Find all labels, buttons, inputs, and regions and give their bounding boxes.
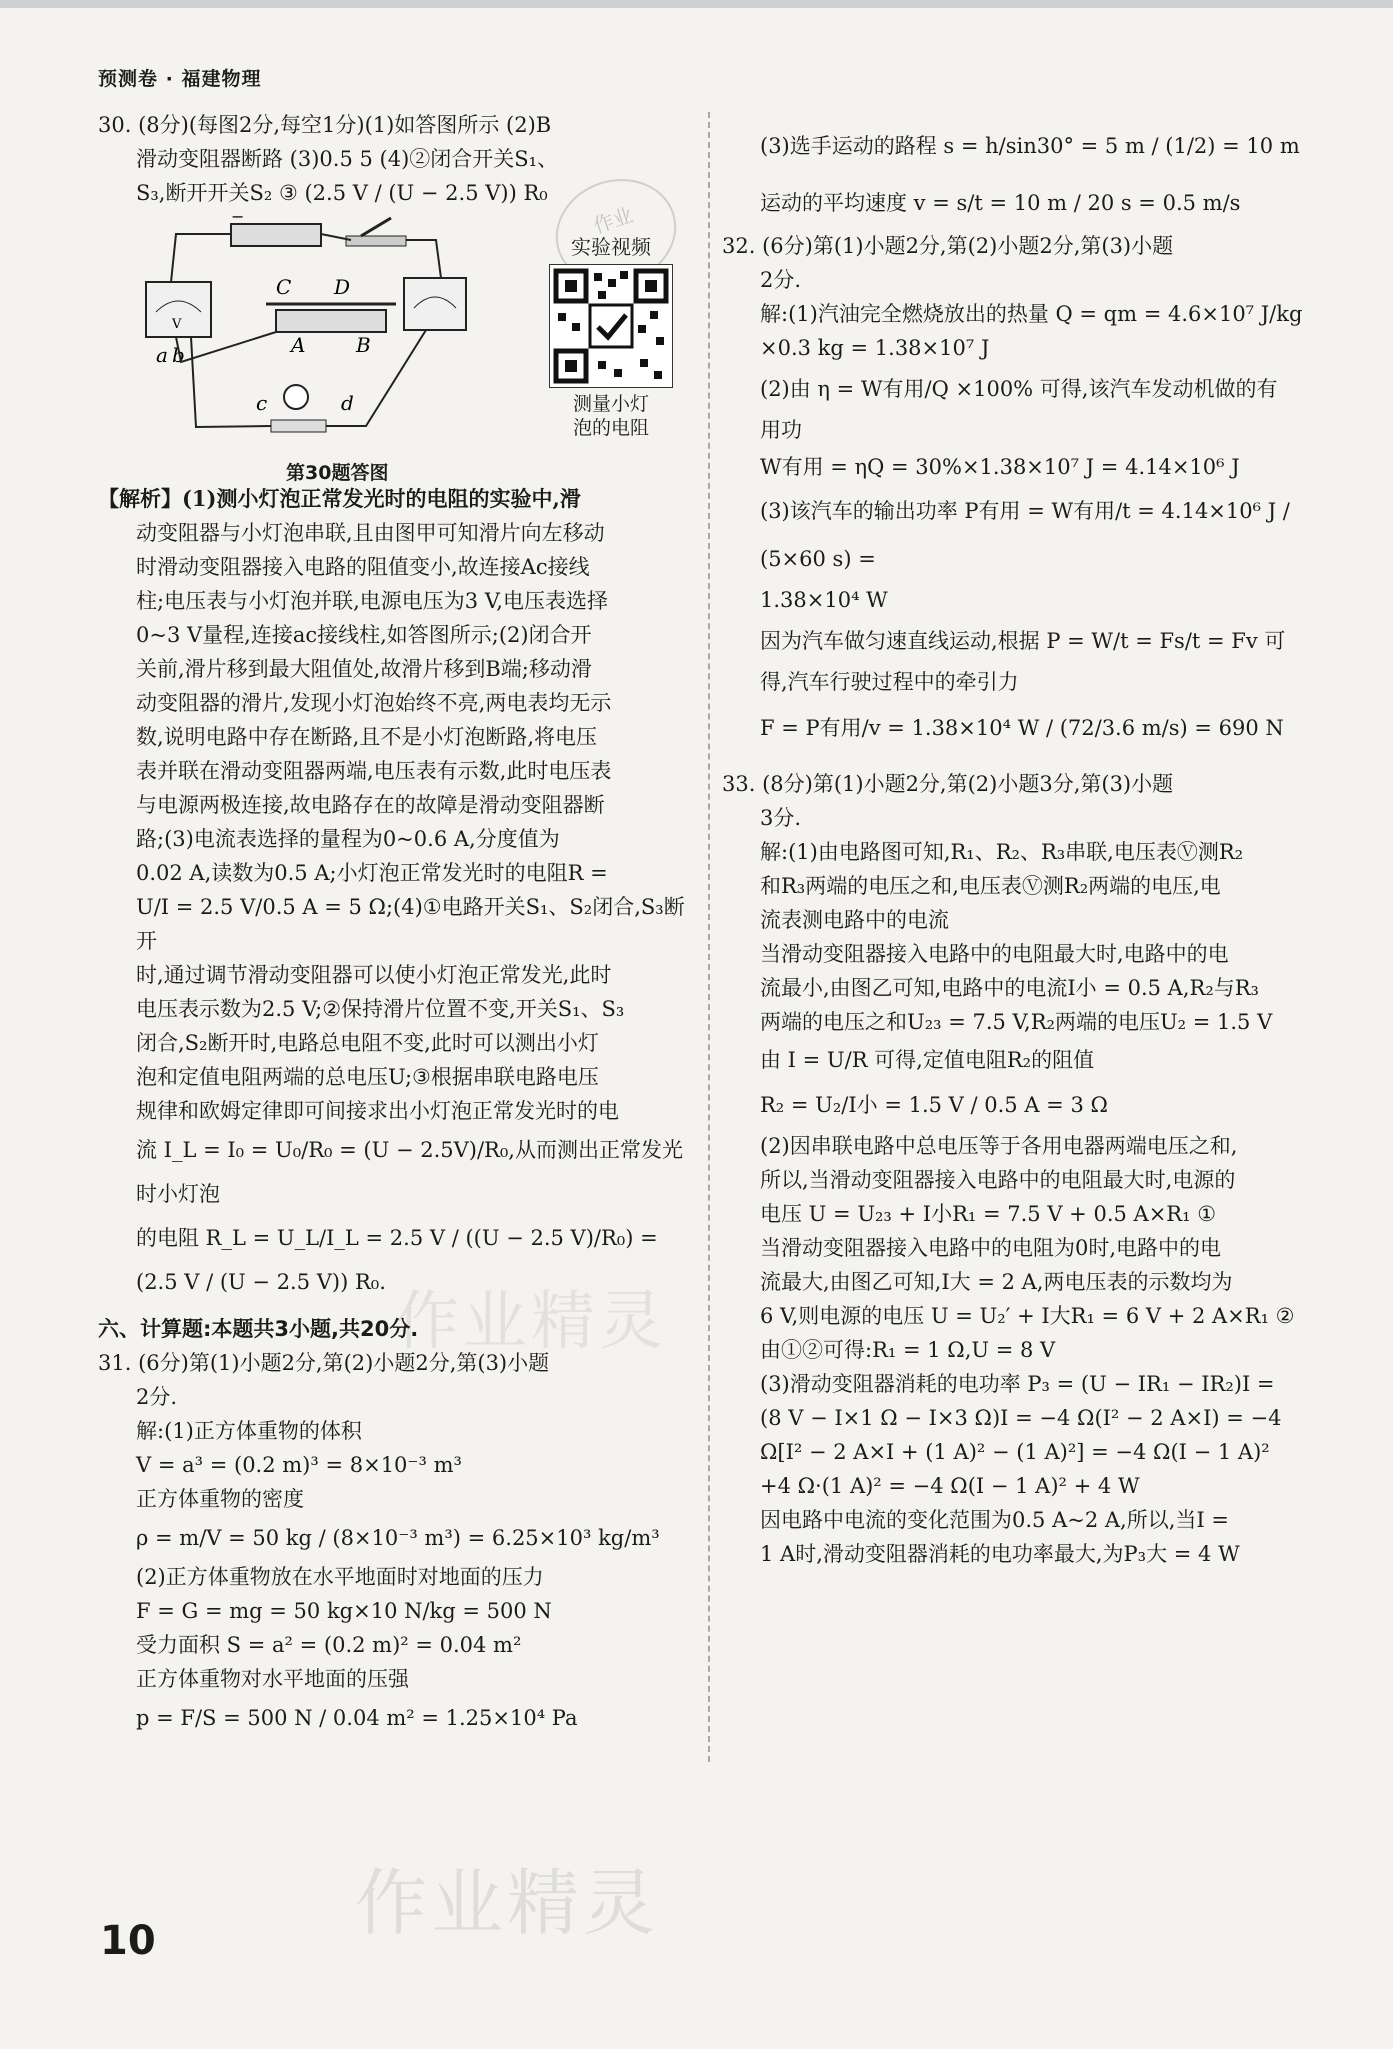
q33-line: 两端的电压之和U₂₃ = 7.5 V,R₂两端的电压U₂ = 1.5 V	[760, 1010, 1273, 1034]
analysis-line: 动变阻器与小灯泡串联,且由图甲可知滑片向左移动	[136, 521, 605, 545]
q33-line: 和R₃两端的电压之和,电压表Ⓥ测R₂两端的电压,电	[760, 874, 1221, 898]
q33-head2: 3分.	[760, 806, 802, 830]
analysis-line: 泡和定值电阻两端的总电压U;③根据串联电路电压	[136, 1065, 599, 1089]
q33-line: 6 V,则电源的电压 U = U₂′ + I大R₁ = 6 V + 2 A×R₁ ②	[760, 1304, 1295, 1328]
q33-line: 所以,当滑动变阻器接入电路中的电阻最大时,电源的	[760, 1168, 1236, 1192]
q33-line: +4 Ω·(1 A)² = −4 Ω(I − 1 A)² + 4 W	[760, 1474, 1140, 1498]
q32-line: (3)该汽车的输出功率 P有用 = W有用/t = 4.14×10⁶ J / (5×60 s) =	[760, 499, 1290, 571]
q33-line: 当滑动变阻器接入电路中的电阻最大时,电路中的电	[760, 942, 1229, 966]
ammeter	[404, 278, 466, 330]
analysis-line: 数,说明电路中存在断路,且不是小灯泡断路,将电压	[136, 725, 598, 749]
q33-line: 由 I = U/R 可得,定值电阻R₂的阻值	[760, 1048, 1095, 1072]
column-divider	[708, 112, 710, 1762]
q33-line: (8 V − I×1 Ω − I×3 Ω)I = −4 Ω(I² − 2 A×I) = −4	[760, 1406, 1282, 1430]
analysis-line: 与电源两极连接,故电路存在的故障是滑动变阻器断	[136, 793, 605, 817]
q31-line: 正方体重物的密度	[136, 1487, 304, 1511]
analysis-line: 规律和欧姆定律即可间接求出小灯泡正常发光时的电	[136, 1099, 619, 1123]
analysis-line: 路;(3)电流表选择的量程为0~0.6 A,分度值为	[136, 827, 560, 851]
q32-line: F = P有用/v = 1.38×10⁴ W / (72/3.6 m/s) = 690 N	[760, 716, 1284, 740]
analysis-line: U/I = 2.5 V/0.5 A = 5 Ω;(4)①电路开关S₁、S₂闭合,S₃断开	[136, 895, 685, 953]
svg-text:d: d	[341, 391, 354, 415]
q32-line: 1.38×10⁴ W	[760, 588, 888, 612]
q33-line: 电压 U = U₂₃ + I小R₁ = 7.5 V + 0.5 A×R₁ ①	[760, 1202, 1217, 1226]
q32-head2: 2分.	[760, 268, 802, 292]
q31-line: 正方体重物对水平地面的压强	[136, 1667, 409, 1691]
q33-line: 解:(1)由电路图可知,R₁、R₂、R₃串联,电压表Ⓥ测R₂	[760, 840, 1244, 864]
q32-head: 32. (6分)第(1)小题2分,第(2)小题2分,第(3)小题	[722, 234, 1174, 258]
circuit-diagram	[136, 212, 536, 452]
qr-caption-2: 泡的电阻	[572, 417, 649, 439]
q32-line: 用功	[760, 418, 802, 442]
analysis-line: 流 I_L = I₀ = U₀/R₀ = (U − 2.5V)/R₀,从而测出正常发光时小灯泡	[136, 1138, 683, 1206]
analysis-line: 关前,滑片移到最大阻值处,故滑片移到B端;移动滑	[136, 657, 592, 681]
q32-line: 因为汽车做匀速直线运动,根据 P = W/t = Fs/t = Fv 可	[760, 629, 1286, 653]
running-header: 预测卷 · 福建物理	[98, 68, 262, 90]
q31-line: V = a³ = (0.2 m)³ = 8×10⁻³ m³	[136, 1453, 462, 1477]
q32-line: ×0.3 kg = 1.38×10⁷ J	[760, 336, 990, 360]
rheostat	[276, 310, 386, 332]
svg-text:C: C	[276, 275, 292, 299]
q32-line: W有用 = ηQ = 30%×1.38×10⁷ J = 4.14×10⁶ J	[760, 455, 1240, 479]
svg-text:a: a	[156, 343, 168, 367]
figure-caption: 第30题答图	[286, 462, 389, 484]
q30-analysis	[98, 482, 688, 1304]
q32-line: (2)由 η = W有用/Q ×100% 可得,该汽车发动机做的有	[760, 377, 1278, 401]
q31-cont: 运动的平均速度 v = s/t = 10 m / 20 s = 0.5 m/s	[760, 191, 1241, 215]
q31-head: 31. (6分)第(1)小题2分,第(2)小题2分,第(3)小题	[98, 1351, 550, 1375]
page-number: 10	[100, 1918, 156, 1964]
q33-line: 由①②可得:R₁ = 1 Ω,U = 8 V	[760, 1338, 1056, 1362]
q30-line2: 滑动变阻器断路 (3)0.5 5 (4)②闭合开关S₁、	[136, 147, 559, 171]
q33-line: R₂ = U₂/I小 = 1.5 V / 0.5 A = 3 Ω	[760, 1093, 1108, 1117]
q31-cont: (3)选手运动的路程 s = h/sin30° = 5 m / (1/2) = 10 m	[760, 134, 1300, 158]
q33-line: 流最大,由图乙可知,I大 = 2 A,两电压表的示数均为	[760, 1270, 1233, 1294]
q33-line: 当滑动变阻器接入电路中的电阻为0时,电路中的电	[760, 1236, 1222, 1260]
analysis-line: 的电阻 R_L = U_L/I_L = 2.5 V / ((U − 2.5 V)/R₀) = (2.5 V / (U − 2.5 V)) R₀.	[136, 1226, 658, 1294]
q31-line: F = G = mg = 50 kg×10 N/kg = 500 N	[136, 1599, 552, 1623]
svg-text:V: V	[172, 317, 182, 332]
analysis-line: 【解析】(1)测小灯泡正常发光时的电阻的实验中,滑	[98, 486, 581, 511]
left-column	[98, 108, 688, 1740]
svg-text:A: A	[291, 333, 306, 357]
analysis-line: 时,通过调节滑动变阻器可以使小灯泡正常发光,此时	[136, 963, 612, 987]
qr-code[interactable]	[549, 264, 673, 388]
q32-line: 得,汽车行驶过程中的牵引力	[760, 670, 1019, 694]
svg-text:B: B	[356, 333, 371, 357]
analysis-line: 0.02 A,读数为0.5 A;小灯泡正常发光时的电阻R =	[136, 861, 608, 885]
q30-figure	[136, 212, 688, 482]
q33-line: 1 A时,滑动变阻器消耗的电功率最大,为P₃大 = 4 W	[760, 1542, 1240, 1566]
q33-line: Ω[I² − 2 A×I + (1 A)² − (1 A)²] = −4 Ω(I − 1 A)²	[760, 1440, 1270, 1464]
q30-line3: S₃,断开开关S₂ ③ (2.5 V / (U − 2.5 V)) R₀	[136, 181, 548, 205]
right-column	[722, 115, 1315, 1571]
page-top-edge	[0, 0, 1393, 8]
svg-text:b: b	[172, 343, 185, 367]
watermark-stamp: 作业	[542, 164, 690, 301]
q31-head2: 2分.	[136, 1385, 178, 1409]
analysis-line: 动变阻器的滑片,发现小灯泡始终不亮,两电表均无示	[136, 691, 612, 715]
analysis-line: 柱;电压表与小灯泡并联,电源电压为3 V,电压表选择	[136, 589, 608, 613]
q32-line: 解:(1)汽油完全燃烧放出的热量 Q = qm = 4.6×10⁷ J/kg	[760, 302, 1303, 326]
watermark-bottom: 作业精灵	[355, 1861, 660, 1945]
qr-title: 实验视频	[571, 235, 651, 259]
q33-line: (2)因串联电路中总电压等于各用电器两端电压之和,	[760, 1134, 1238, 1158]
q31-line: p = F/S = 500 N / 0.04 m² = 1.25×10⁴ Pa	[136, 1706, 578, 1730]
analysis-line: 电压表示数为2.5 V;②保持滑片位置不变,开关S₁、S₃	[136, 997, 625, 1021]
q31-line: 解:(1)正方体重物的体积	[136, 1419, 362, 1443]
section-heading: 六、计算题:本题共3小题,共20分.	[98, 1317, 419, 1341]
watermark-mid: 作业精灵	[395, 1285, 667, 1359]
q33-head: 33. (8分)第(1)小题2分,第(2)小题3分,第(3)小题	[722, 772, 1174, 796]
q31-line: (2)正方体重物放在水平地面时对地面的压力	[136, 1565, 544, 1589]
svg-text:c: c	[256, 391, 268, 415]
q31-line: ρ = m/V = 50 kg / (8×10⁻³ m³) = 6.25×10³ kg/m³	[136, 1526, 660, 1550]
q31-line: 受力面积 S = a² = (0.2 m)² = 0.04 m²	[136, 1633, 522, 1657]
analysis-line: 0~3 V量程,连接ac接线柱,如答图所示;(2)闭合开	[136, 623, 592, 647]
lamp	[284, 385, 308, 409]
svg-text:D: D	[334, 275, 351, 299]
qr-caption-1: 测量小灯	[572, 393, 649, 415]
q33-line: 流表测电路中的电流	[760, 908, 949, 932]
q30-line1: 30. (8分)(每图2分,每空1分)(1)如答图所示 (2)B	[98, 113, 552, 137]
q33-line: 因电路中电流的变化范围为0.5 A~2 A,所以,当I =	[760, 1508, 1229, 1532]
analysis-line: 表并联在滑动变阻器两端,电压表有示数,此时电压表	[136, 759, 612, 783]
analysis-line: 时滑动变阻器接入电路的阻值变小,故连接Ac接线	[136, 555, 590, 579]
analysis-line: 闭合,S₂断开时,电路总电阻不变,此时可以测出小灯	[136, 1031, 599, 1055]
q33-line: (3)滑动变阻器消耗的电功率 P₃ = (U − IR₁ − IR₂)I =	[760, 1372, 1275, 1396]
svg-text:−: −	[231, 212, 245, 226]
q33-line: 流最小,由图乙可知,电路中的电流I小 = 0.5 A,R₂与R₃	[760, 976, 1259, 1000]
qr-block	[546, 234, 676, 440]
